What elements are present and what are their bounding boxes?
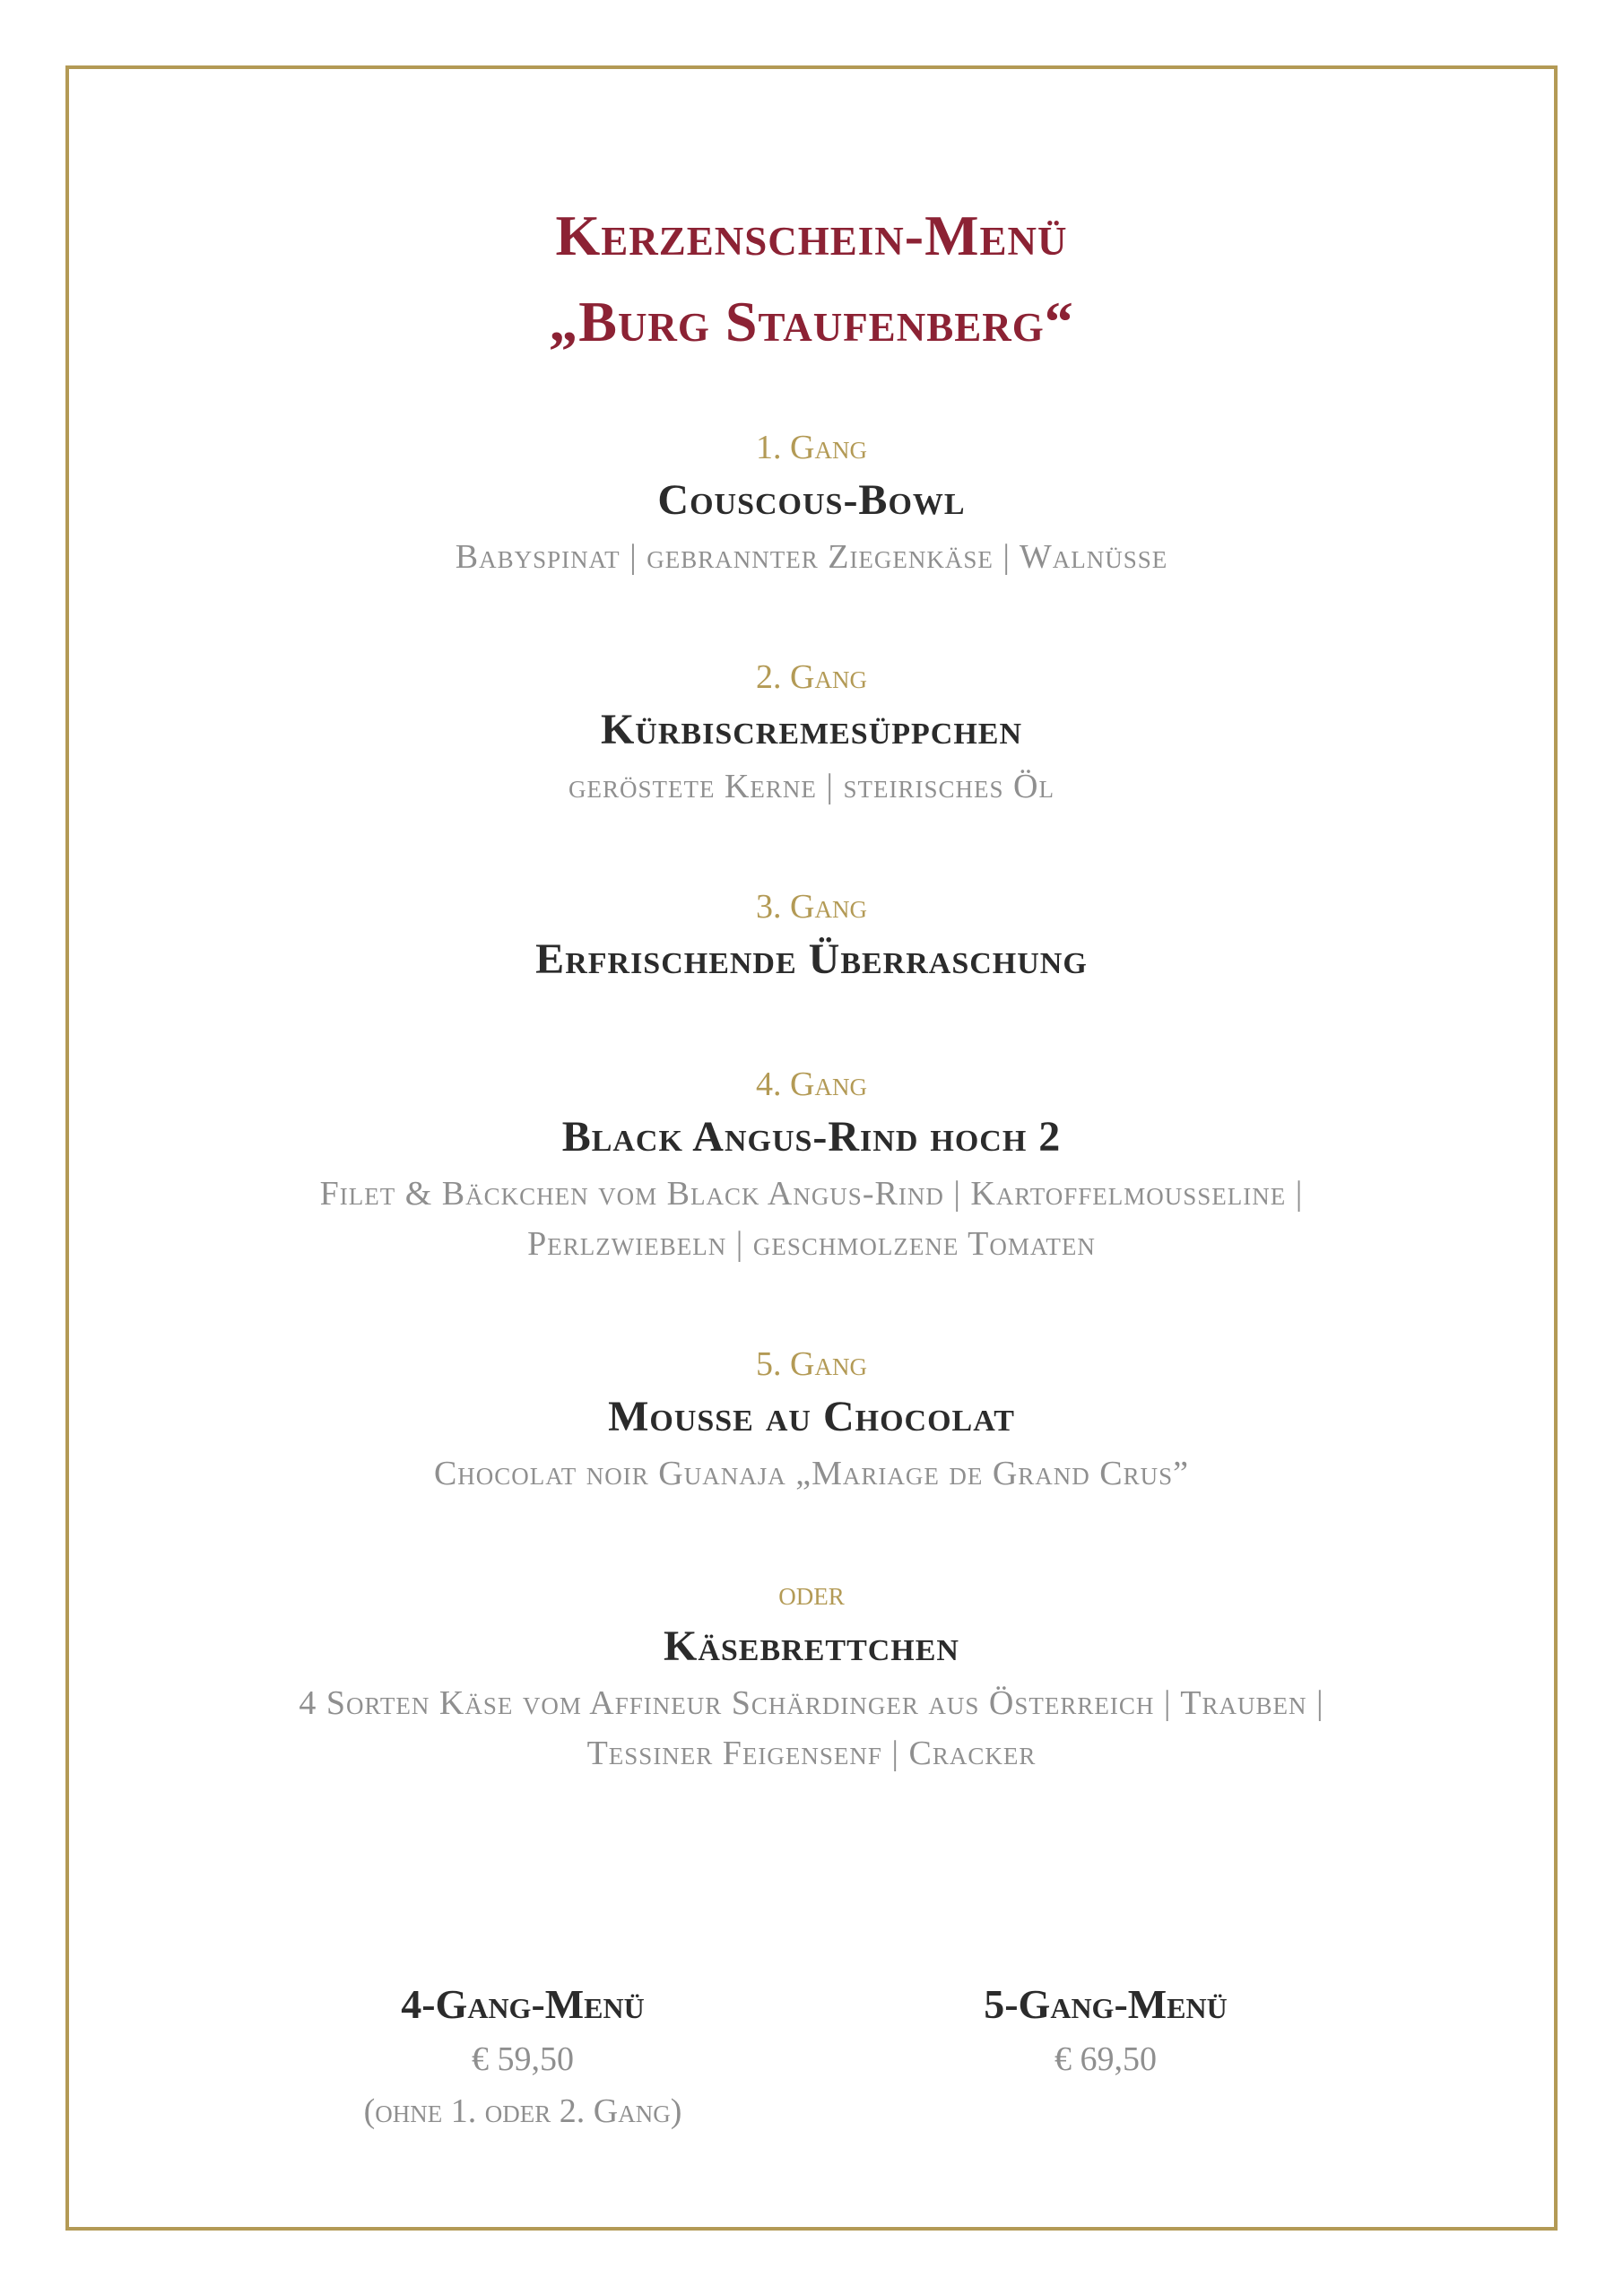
menu-title-line-1: Kerzenschein-Menü bbox=[555, 204, 1068, 267]
course-label: 3. Gang bbox=[756, 888, 867, 926]
course-name: Black Angus-Rind hoch 2 bbox=[561, 1113, 1062, 1161]
price-5-course bbox=[872, 1976, 1339, 2085]
course-3 bbox=[65, 885, 1558, 991]
course-name: Kürbiscremesüppchen bbox=[600, 706, 1023, 753]
course-label: oder bbox=[778, 1575, 845, 1613]
price-note: (ohne 1. oder 2. Gang) bbox=[363, 2092, 682, 2130]
course-description: Tessiner Feigensenf | Cracker bbox=[586, 1735, 1037, 1772]
course-label: 2. Gang bbox=[756, 658, 867, 696]
course-label: 1. Gang bbox=[756, 429, 867, 466]
price-name: 4-Gang-Menü bbox=[401, 1981, 645, 2027]
menu-title-line-2: „Burg Staufenberg“ bbox=[549, 290, 1074, 353]
course-name: Couscous-Bowl bbox=[657, 476, 966, 524]
course-4 bbox=[65, 1063, 1558, 1269]
course-description: Filet & Bäckchen vom Black Angus-Rind | Kartoffelmousseline | bbox=[319, 1175, 1304, 1213]
menu-title bbox=[65, 193, 1558, 365]
course-name: Mousse au Chocolat bbox=[608, 1393, 1015, 1440]
price-4-course bbox=[290, 1976, 756, 2137]
course-5 bbox=[65, 1343, 1558, 1499]
course-description: 4 Sorten Käse vom Affineur Schärdinger aus Österreich | Trauben | bbox=[299, 1684, 1324, 1722]
price-value: € 69,50 bbox=[1055, 2040, 1157, 2078]
course-description: Chocolat noir Guanaja „Mariage de Grand Crus” bbox=[433, 1455, 1190, 1492]
course-name: Erfrischende Überraschung bbox=[535, 935, 1088, 983]
course-description: Babyspinat | gebrannter Ziegenkäse | Walnüsse bbox=[455, 538, 1168, 576]
course-name: Käsebrettchen bbox=[664, 1622, 959, 1670]
course-description: geröstete Kerne | steirisches Öl bbox=[568, 768, 1055, 805]
course-1 bbox=[65, 426, 1558, 582]
course-description: Perlzwiebeln | geschmolzene Tomaten bbox=[527, 1225, 1096, 1263]
price-value: € 59,50 bbox=[472, 2040, 574, 2078]
course-2 bbox=[65, 656, 1558, 812]
course-alternative bbox=[65, 1572, 1558, 1779]
price-name: 5-Gang-Menü bbox=[984, 1981, 1228, 2027]
course-label: 5. Gang bbox=[756, 1345, 867, 1383]
course-label: 4. Gang bbox=[756, 1065, 867, 1103]
